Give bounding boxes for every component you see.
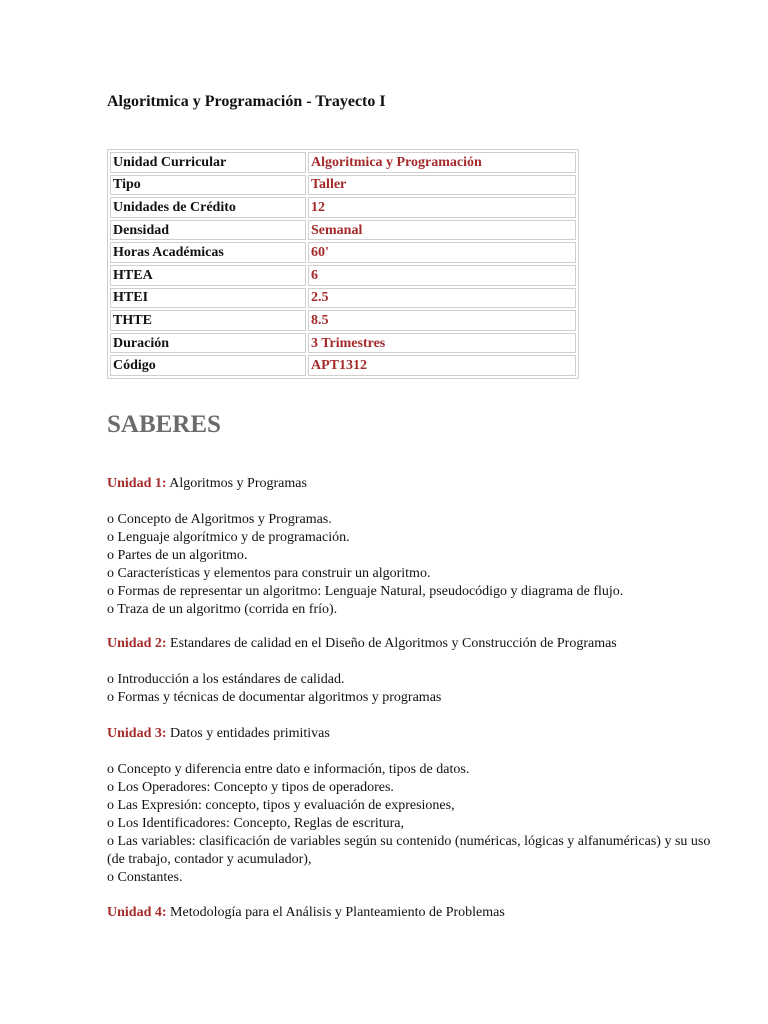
unit-title: Datos y entidades primitivas: [166, 726, 330, 741]
table-row: [110, 310, 576, 331]
row-value: 60': [308, 242, 576, 263]
list-item: o Características y elementos para construir un algoritmo.: [107, 566, 431, 581]
list-item: o Introducción a los estándares de calidad.: [107, 672, 345, 687]
row-label: HTEA: [110, 265, 306, 286]
unit-label: Unidad 1:: [107, 476, 167, 491]
unit-label: Unidad 2:: [107, 636, 167, 651]
list-item: o Los Identificadores: Concepto, Reglas de escritura,: [107, 816, 405, 831]
list-item: o Lenguaje algorítmico y de programación.: [107, 530, 350, 545]
row-label: Densidad: [110, 220, 306, 241]
unit-item-list: [107, 511, 727, 619]
unit-title: Algoritmos y Programas: [166, 476, 307, 491]
list-item: o Concepto de Algoritmos y Programas.: [107, 512, 332, 527]
row-label: Duración: [110, 333, 306, 354]
row-value: Taller: [308, 175, 576, 196]
table-row: [110, 175, 576, 196]
table-row: [110, 333, 576, 354]
row-label: Unidad Curricular: [110, 152, 306, 173]
unit-item-list: [107, 671, 727, 707]
table-row: [110, 197, 576, 218]
unit-header: [107, 475, 727, 493]
row-label: Unidades de Crédito: [110, 197, 306, 218]
unit-label: Unidad 4:: [107, 905, 167, 920]
table-row: [110, 152, 576, 173]
row-label: THTE: [110, 310, 306, 331]
table-row: [110, 355, 576, 376]
table-row: [110, 220, 576, 241]
list-item: o Concepto y diferencia entre dato e información, tipos de datos.: [107, 762, 470, 777]
saberes-heading: SABERES: [107, 411, 221, 438]
list-item: o Formas de representar un algoritmo: Lenguaje Natural, pseudocódigo y diagrama de flujo.: [107, 584, 624, 599]
list-item: o Los Operadores: Concepto y tipos de operadores.: [107, 780, 394, 795]
row-value: 8.5: [308, 310, 576, 331]
list-item: o Las variables: clasificación de variables según su contenido (numéricas, lógicas y alfanuméricas) y su uso (de trabajo, contador y acumulador),: [107, 834, 711, 867]
unit-title: Estandares de calidad en el Diseño de Algoritmos y Construcción de Programas: [166, 636, 617, 651]
unit-item-list: [107, 761, 727, 887]
list-item: o Partes de un algoritmo.: [107, 548, 248, 563]
list-item: o Traza de un algoritmo (corrida en frío).: [107, 602, 338, 617]
table-row: [110, 242, 576, 263]
row-value: Algoritmica y Programación: [308, 152, 576, 173]
unit-section: [107, 725, 727, 887]
unit-section: [107, 475, 727, 619]
unit-label: Unidad 3:: [107, 726, 167, 741]
row-value: 6: [308, 265, 576, 286]
unit-section: [107, 904, 727, 922]
list-item: o Formas y técnicas de documentar algoritmos y programas: [107, 690, 442, 705]
row-label: Horas Académicas: [110, 242, 306, 263]
row-label: Código: [110, 355, 306, 376]
row-label: HTEI: [110, 288, 306, 309]
list-item: o Las Expresión: concepto, tipos y evaluación de expresiones,: [107, 798, 455, 813]
unit-header: [107, 635, 727, 653]
info-table: [107, 149, 579, 379]
row-value: 12: [308, 197, 576, 218]
list-item: o Constantes.: [107, 870, 183, 885]
row-value: Semanal: [308, 220, 576, 241]
row-value: 3 Trimestres: [308, 333, 576, 354]
table-row: [110, 288, 576, 309]
row-value: APT1312: [308, 355, 576, 376]
row-value: 2.5: [308, 288, 576, 309]
row-label: Tipo: [110, 175, 306, 196]
unit-title: Metodología para el Análisis y Planteamiento de Problemas: [166, 905, 505, 920]
document-title: Algoritmica y Programación - Trayecto I: [107, 93, 386, 110]
unit-section: [107, 635, 727, 707]
unit-header: [107, 904, 727, 922]
table-row: [110, 265, 576, 286]
unit-header: [107, 725, 727, 743]
